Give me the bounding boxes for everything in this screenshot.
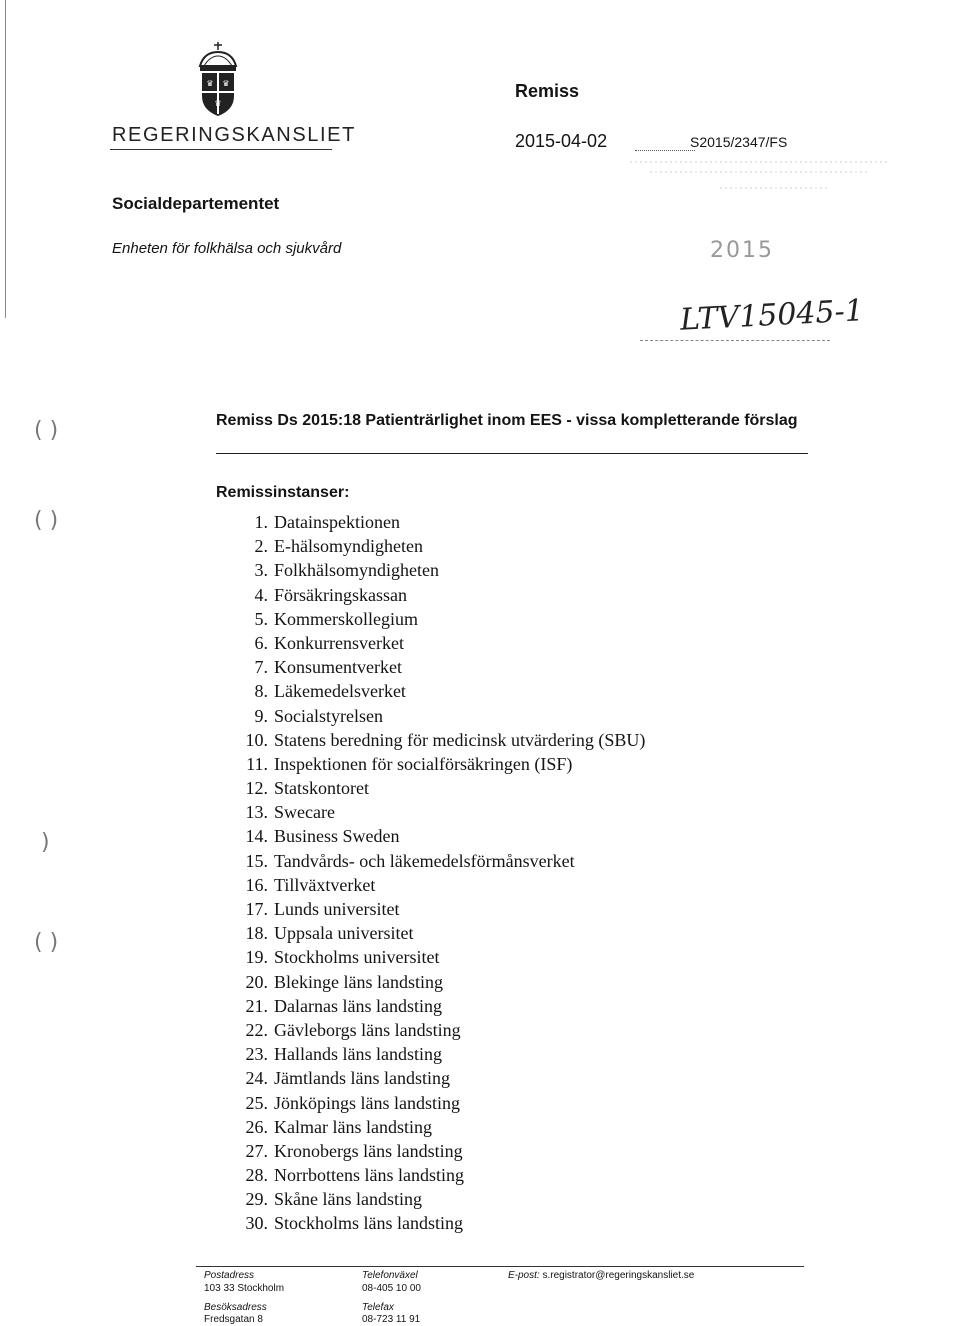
list-item-number: 17. bbox=[245, 899, 268, 919]
list-item-number: 20. bbox=[245, 971, 268, 992]
list-item-name: Hallands läns landsting bbox=[274, 1044, 442, 1065]
list-item bbox=[238, 631, 645, 655]
list-item-name: Försäkringskassan bbox=[274, 584, 407, 605]
list-item-number: 2. bbox=[254, 536, 268, 557]
list-item-number: 1. bbox=[254, 512, 268, 532]
list-item bbox=[238, 800, 645, 824]
list-item-name: Kalmar läns landsting bbox=[274, 1116, 432, 1137]
footer-phone-label: Telefonväxel bbox=[362, 1270, 418, 1281]
list-item-name: E-hälsomyndigheten bbox=[274, 536, 423, 557]
list-item bbox=[238, 970, 645, 994]
list-item-name: Blekinge läns landsting bbox=[274, 971, 443, 992]
list-item-name: Socialstyrelsen bbox=[274, 705, 383, 726]
list-item-name: Statens beredning för medicinsk utvärdering (SBU) bbox=[274, 729, 646, 750]
list-item-number: 4. bbox=[254, 584, 268, 605]
list-item bbox=[238, 849, 645, 873]
list-item bbox=[238, 1163, 645, 1187]
document-subject: Remiss Ds 2015:18 Patienträrlighet inom EES - vissa kompletterande förslag bbox=[216, 412, 798, 429]
list-item-number: 24. bbox=[245, 1068, 268, 1089]
list-item-number: 3. bbox=[254, 560, 268, 581]
list-item bbox=[238, 655, 645, 679]
unit-name: Enheten för folkhälsa och sjukvård bbox=[112, 240, 342, 257]
list-item-number: 12. bbox=[245, 778, 268, 799]
stamp-date: 2015 bbox=[710, 238, 774, 263]
list-item-number: 15. bbox=[245, 850, 268, 871]
list-item-number: 7. bbox=[254, 657, 268, 678]
list-item-name: Konkurrensverket bbox=[274, 632, 404, 653]
coat-of-arms-icon bbox=[190, 40, 246, 120]
list-item-name: Skåne läns landsting bbox=[274, 1189, 422, 1210]
list-item bbox=[238, 1211, 645, 1235]
list-item bbox=[238, 558, 645, 582]
list-item-name: Datainspektionen bbox=[274, 512, 400, 532]
list-item-name: Kronobergs läns landsting bbox=[274, 1140, 463, 1161]
recipient-list bbox=[238, 510, 645, 1236]
footer-postal-value: 103 33 Stockholm bbox=[204, 1283, 285, 1294]
footer-visit-value: Fredsgatan 8 bbox=[204, 1314, 263, 1325]
list-item bbox=[238, 728, 645, 752]
list-item bbox=[238, 704, 645, 728]
list-item bbox=[238, 994, 645, 1018]
list-item-number: 30. bbox=[245, 1213, 268, 1234]
list-item-number: 27. bbox=[245, 1140, 268, 1161]
list-item bbox=[238, 510, 645, 534]
footer-divider bbox=[196, 1266, 804, 1267]
list-item bbox=[238, 945, 645, 969]
list-item bbox=[238, 752, 645, 776]
list-item-name: Swecare bbox=[274, 802, 335, 823]
document-reference: S2015/2347/FS bbox=[690, 134, 788, 150]
list-item-name: Kommerskollegium bbox=[274, 608, 418, 629]
department-name: Socialdepartementet bbox=[112, 194, 280, 213]
recipients-title: Remissinstanser: bbox=[216, 484, 350, 501]
list-item-number: 16. bbox=[245, 874, 268, 895]
list-item-number: 19. bbox=[245, 947, 268, 968]
list-item-name: Norrbottens läns landsting bbox=[274, 1165, 464, 1186]
list-item-number: 13. bbox=[245, 802, 268, 823]
list-item bbox=[238, 921, 645, 945]
list-item-number: 21. bbox=[245, 995, 268, 1016]
footer-postal-label: Postadress bbox=[204, 1270, 255, 1281]
list-item-number: 8. bbox=[254, 681, 268, 702]
footer-email-value: s.registrator@regeringskansliet.se bbox=[542, 1270, 695, 1281]
list-item bbox=[238, 824, 645, 848]
list-item bbox=[238, 1018, 645, 1042]
list-item-name: Gävleborgs läns landsting bbox=[274, 1019, 461, 1040]
list-item-name: Uppsala universitet bbox=[274, 923, 414, 944]
ministry-name: REGERINGSKANSLIET bbox=[112, 124, 356, 146]
list-item-number: 18. bbox=[245, 923, 268, 944]
list-item bbox=[238, 776, 645, 800]
list-item-name: Dalarnas läns landsting bbox=[274, 995, 442, 1016]
list-item-number: 26. bbox=[245, 1116, 268, 1137]
punch-hole-mark: ( ) bbox=[34, 508, 59, 533]
list-item-name: Inspektionen för socialförsäkringen (ISF) bbox=[274, 753, 573, 774]
list-item-number: 22. bbox=[245, 1019, 268, 1040]
list-item bbox=[238, 1139, 645, 1163]
list-item-name: Jämtlands läns landsting bbox=[274, 1068, 450, 1089]
list-item-number: 6. bbox=[254, 632, 268, 653]
footer-email bbox=[508, 1270, 694, 1282]
list-item-name: Konsumentverket bbox=[274, 657, 402, 678]
scan-margin-line bbox=[5, 0, 6, 318]
list-item bbox=[238, 534, 645, 558]
list-item bbox=[238, 583, 645, 607]
list-item-number: 14. bbox=[245, 826, 268, 847]
list-item bbox=[238, 1091, 645, 1115]
list-item-name: Jönköpings läns landsting bbox=[274, 1092, 461, 1113]
footer-fax-label: Telefax bbox=[362, 1302, 394, 1313]
list-item-number: 23. bbox=[245, 1044, 268, 1065]
list-item-name: Stockholms universitet bbox=[274, 947, 440, 968]
list-item-name: Läkemedelsverket bbox=[274, 681, 406, 702]
list-item-name: Business Sweden bbox=[274, 826, 400, 847]
list-item bbox=[238, 1187, 645, 1211]
list-item bbox=[238, 607, 645, 631]
list-item-name: Statskontoret bbox=[274, 778, 369, 799]
list-item-number: 9. bbox=[254, 705, 268, 726]
list-item-number: 10. bbox=[245, 729, 268, 750]
ministry-divider bbox=[110, 149, 332, 150]
list-item-name: Folkhälsomyndigheten bbox=[274, 560, 439, 581]
punch-hole-mark: ( ) bbox=[34, 418, 59, 443]
list-item bbox=[238, 1042, 645, 1066]
footer-fax-value: 08-723 11 91 bbox=[362, 1314, 421, 1325]
subject-underline bbox=[216, 453, 808, 454]
list-item-name: Tillväxtverket bbox=[274, 874, 376, 895]
list-item-name: Tandvårds- och läkemedelsförmånsverket bbox=[274, 850, 575, 871]
list-item-number: 29. bbox=[245, 1189, 268, 1210]
list-item-number: 11. bbox=[246, 753, 268, 774]
svg-text:♛: ♛ bbox=[222, 79, 230, 88]
footer-visit-label: Besöksadress bbox=[204, 1302, 267, 1313]
list-item-name: Stockholms läns landsting bbox=[274, 1213, 463, 1234]
list-item-number: 5. bbox=[254, 608, 268, 629]
document-date: 2015-04-02 bbox=[515, 131, 608, 151]
received-stamp-icon bbox=[630, 140, 910, 200]
list-item bbox=[238, 1115, 645, 1139]
punch-hole-mark: ( ) bbox=[34, 930, 59, 955]
footer-phone-value: 08-405 10 00 bbox=[362, 1283, 421, 1294]
svg-text:♛: ♛ bbox=[206, 79, 214, 88]
svg-text:♛: ♛ bbox=[214, 99, 222, 108]
punch-hole-mark: ) bbox=[34, 830, 50, 855]
list-item-number: 25. bbox=[245, 1092, 268, 1113]
handwritten-underline bbox=[640, 340, 830, 341]
list-item bbox=[238, 1066, 645, 1090]
list-item bbox=[238, 873, 645, 897]
list-item-name: Lunds universitet bbox=[274, 899, 400, 919]
list-item-number: 28. bbox=[245, 1165, 268, 1186]
list-item bbox=[238, 897, 645, 921]
list-item bbox=[238, 679, 645, 703]
document-type: Remiss bbox=[515, 81, 580, 101]
footer-email-label: E-post: bbox=[508, 1270, 540, 1281]
handwritten-reference: LTV15045-1 bbox=[679, 293, 865, 338]
